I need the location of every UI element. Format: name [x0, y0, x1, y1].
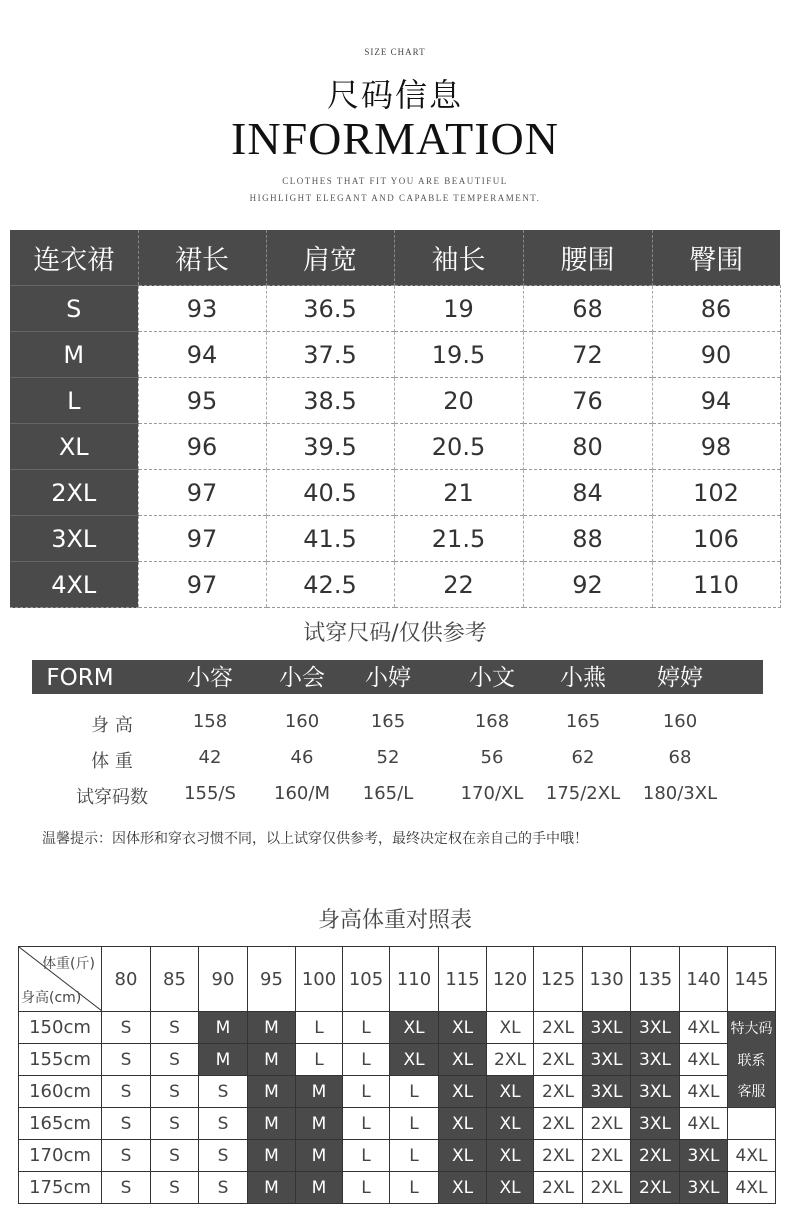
size-cell: S — [199, 1076, 248, 1108]
size-header-cell: 连衣裙 — [10, 230, 138, 286]
size-cell: L — [390, 1140, 439, 1172]
size-cell: S — [102, 1108, 151, 1140]
size-cell: L — [343, 1108, 390, 1140]
size-cell: M — [296, 1076, 343, 1108]
height-label: 175cm — [19, 1172, 102, 1204]
size-cell: XL — [439, 1108, 487, 1140]
size-value: 84 — [523, 470, 652, 516]
size-value: 90 — [652, 332, 780, 378]
size-value: 39.5 — [266, 424, 394, 470]
size-cell: S — [102, 1172, 151, 1204]
size-value: 97 — [138, 562, 266, 608]
special-size-note: 特大码 — [728, 1012, 776, 1044]
tryon-row-label: 体 重 — [91, 751, 133, 772]
size-value: 76 — [523, 378, 652, 424]
hw-row — [19, 1044, 776, 1076]
tagline-1: CLOTHES THAT FIT YOU ARE BEAUTIFUL — [282, 176, 508, 186]
size-value: 37.5 — [266, 332, 394, 378]
size-cell: 2XL — [534, 1076, 583, 1108]
tryon-value: 165 — [565, 711, 601, 732]
size-cell: M — [296, 1172, 343, 1204]
tryon-value: 168 — [474, 711, 510, 732]
size-value: 93 — [138, 286, 266, 332]
tryon-title: 试穿尺码/仅供参考 — [303, 621, 487, 646]
size-chart-label: SIZE CHART — [364, 47, 426, 57]
size-table-header — [10, 230, 780, 286]
size-value: 97 — [138, 516, 266, 562]
weight-header: 125 — [534, 947, 583, 1012]
size-cell: L — [390, 1076, 439, 1108]
size-cell: S — [102, 1044, 151, 1076]
size-value: 19 — [394, 286, 523, 332]
tryon-value: 46 — [290, 747, 314, 768]
tryon-value: 52 — [376, 747, 400, 768]
size-value: 86 — [652, 286, 780, 332]
height-label: 160cm — [19, 1076, 102, 1108]
size-cell: 2XL — [534, 1012, 583, 1044]
tryon-header-cell: 婷婷 — [657, 665, 703, 691]
tryon-header-bar — [32, 660, 763, 694]
size-value: 94 — [652, 378, 780, 424]
weight-header: 95 — [248, 947, 296, 1012]
corner-height-label: 身高(cm) — [21, 990, 82, 1006]
size-row — [10, 470, 780, 516]
tryon-header-cell: 小文 — [469, 665, 515, 691]
size-value: 98 — [652, 424, 780, 470]
tryon-value: 56 — [480, 747, 504, 768]
weight-header: 115 — [439, 947, 487, 1012]
size-cell: XL — [439, 1012, 487, 1044]
size-row — [10, 332, 780, 378]
hw-row — [19, 1012, 776, 1044]
page-title-en: INFORMATION — [231, 113, 559, 164]
size-value: 36.5 — [266, 286, 394, 332]
weight-header: 145 — [728, 947, 776, 1012]
size-value: 38.5 — [266, 378, 394, 424]
size-cell: S — [151, 1076, 199, 1108]
size-value: 102 — [652, 470, 780, 516]
size-cell: XL — [487, 1140, 534, 1172]
size-cell: 3XL — [583, 1044, 631, 1076]
size-value: 20.5 — [394, 424, 523, 470]
size-cell: S — [102, 1076, 151, 1108]
size-cell: M — [248, 1108, 296, 1140]
size-cell: S — [151, 1108, 199, 1140]
hw-row — [19, 1076, 776, 1108]
size-value: 80 — [523, 424, 652, 470]
size-cell: 2XL — [534, 1172, 583, 1204]
size-cell: 2XL — [534, 1140, 583, 1172]
height-label: 155cm — [19, 1044, 102, 1076]
height-label: 165cm — [19, 1108, 102, 1140]
page-title-cn: 尺码信息 — [326, 76, 463, 114]
size-header-cell: 裙长 — [138, 230, 266, 286]
corner-cell — [19, 947, 102, 1012]
size-cell: 2XL — [583, 1108, 631, 1140]
size-value: 72 — [523, 332, 652, 378]
size-cell: XL — [487, 1076, 534, 1108]
size-table — [10, 230, 781, 608]
size-value: 110 — [652, 562, 780, 608]
size-value: 20 — [394, 378, 523, 424]
size-cell: 2XL — [534, 1044, 583, 1076]
tryon-header-cell: 小燕 — [560, 665, 606, 691]
size-header-cell: 肩宽 — [266, 230, 394, 286]
size-cell: XL — [390, 1012, 439, 1044]
size-cell: 3XL — [631, 1012, 680, 1044]
size-cell: S — [102, 1012, 151, 1044]
size-cell: M — [199, 1012, 248, 1044]
size-cell: 2XL — [534, 1108, 583, 1140]
weight-header: 140 — [680, 947, 728, 1012]
size-cell: 4XL — [680, 1044, 728, 1076]
size-cell: 4XL — [680, 1012, 728, 1044]
size-header-cell: 袖长 — [394, 230, 523, 286]
size-cell: M — [248, 1076, 296, 1108]
weight-header: 120 — [487, 947, 534, 1012]
hw-row — [19, 1108, 776, 1140]
tryon-row-label: 身 高 — [91, 715, 133, 736]
size-cell: 3XL — [631, 1108, 680, 1140]
size-cell: M — [199, 1044, 248, 1076]
size-value: 94 — [138, 332, 266, 378]
size-cell: XL — [439, 1076, 487, 1108]
size-label: 4XL — [10, 562, 138, 608]
tryon-value: 160 — [284, 711, 320, 732]
size-cell: 3XL — [631, 1044, 680, 1076]
height-label: 170cm — [19, 1140, 102, 1172]
weight-header: 90 — [199, 947, 248, 1012]
size-cell: L — [343, 1172, 390, 1204]
weight-header: 85 — [151, 947, 199, 1012]
size-cell: L — [296, 1044, 343, 1076]
notice-text: 温馨提示：因体形和穿衣习惯不同，以上试穿仅供参考，最终决定权在亲自己的手中哦！ — [42, 831, 588, 847]
size-cell: XL — [487, 1172, 534, 1204]
tryon-value: 160/M — [274, 783, 330, 804]
size-cell: M — [296, 1108, 343, 1140]
size-cell: L — [390, 1108, 439, 1140]
size-row — [10, 516, 780, 562]
tagline-2: HIGHLIGHT ELEGANT AND CAPABLE TEMPERAMENT. — [249, 193, 541, 203]
height-label: 150cm — [19, 1012, 102, 1044]
size-cell: 3XL — [680, 1140, 728, 1172]
tryon-header-cell: 小婷 — [365, 665, 411, 691]
weight-header: 110 — [390, 947, 439, 1012]
tryon-value: 165 — [370, 711, 406, 732]
size-cell: XL — [439, 1140, 487, 1172]
size-header-cell: 腰围 — [523, 230, 652, 286]
tryon-value: 158 — [192, 711, 228, 732]
size-label: XL — [10, 424, 138, 470]
tryon-value: 155/S — [184, 783, 236, 804]
size-cell: S — [199, 1172, 248, 1204]
size-cell: 3XL — [583, 1076, 631, 1108]
size-cell: XL — [487, 1012, 534, 1044]
tryon-value: 42 — [198, 747, 222, 768]
size-value: 21.5 — [394, 516, 523, 562]
size-label: 3XL — [10, 516, 138, 562]
size-label: M — [10, 332, 138, 378]
size-cell: XL — [439, 1044, 487, 1076]
size-cell: L — [343, 1140, 390, 1172]
size-cell: 2XL — [583, 1172, 631, 1204]
size-cell: 3XL — [680, 1172, 728, 1204]
size-cell: 2XL — [583, 1140, 631, 1172]
size-cell: M — [248, 1012, 296, 1044]
size-value: 95 — [138, 378, 266, 424]
weight-header: 135 — [631, 947, 680, 1012]
size-cell: 2XL — [631, 1140, 680, 1172]
size-row — [10, 286, 780, 332]
tryon-header-cell: FORM — [46, 665, 114, 691]
size-cell: S — [151, 1044, 199, 1076]
size-label: L — [10, 378, 138, 424]
size-value: 41.5 — [266, 516, 394, 562]
size-cell: L — [343, 1076, 390, 1108]
size-label: 2XL — [10, 470, 138, 516]
tryon-value: 180/3XL — [642, 783, 718, 804]
tryon-value: 165/L — [362, 783, 414, 804]
hw-row — [19, 1140, 776, 1172]
special-size-note: 联系 — [728, 1044, 776, 1076]
size-value: 22 — [394, 562, 523, 608]
tryon-value: 170/XL — [460, 783, 524, 804]
size-cell: XL — [487, 1108, 534, 1140]
size-cell: 4XL — [728, 1172, 776, 1204]
size-value: 42.5 — [266, 562, 394, 608]
size-cell: XL — [439, 1172, 487, 1204]
size-cell: 3XL — [631, 1076, 680, 1108]
size-cell: S — [199, 1108, 248, 1140]
size-cell: L — [343, 1012, 390, 1044]
size-cell: S — [151, 1012, 199, 1044]
size-cell: 2XL — [487, 1044, 534, 1076]
corner-weight-label: 体重(斤) — [42, 956, 95, 972]
empty-cell — [728, 1108, 776, 1140]
size-cell: L — [296, 1012, 343, 1044]
size-cell: M — [248, 1044, 296, 1076]
size-cell: 4XL — [728, 1140, 776, 1172]
weight-header: 105 — [343, 947, 390, 1012]
tryon-value: 175/2XL — [545, 783, 621, 804]
size-value: 68 — [523, 286, 652, 332]
size-cell: S — [151, 1172, 199, 1204]
tryon-value: 68 — [668, 747, 692, 768]
size-cell: S — [102, 1140, 151, 1172]
size-row — [10, 424, 780, 470]
size-label: S — [10, 286, 138, 332]
tryon-header-cell: 小会 — [279, 665, 325, 691]
size-cell: S — [199, 1140, 248, 1172]
size-cell: XL — [390, 1044, 439, 1076]
size-cell: L — [343, 1044, 390, 1076]
weight-header: 80 — [102, 947, 151, 1012]
tryon-value: 62 — [571, 747, 595, 768]
size-cell: M — [296, 1140, 343, 1172]
tryon-header-cell: 小容 — [187, 665, 233, 691]
size-cell: 4XL — [680, 1076, 728, 1108]
size-value: 21 — [394, 470, 523, 516]
size-cell: 2XL — [631, 1172, 680, 1204]
size-cell: L — [390, 1172, 439, 1204]
size-cell: 4XL — [680, 1108, 728, 1140]
size-cell: M — [248, 1172, 296, 1204]
size-cell: 3XL — [583, 1012, 631, 1044]
height-weight-title: 身高体重对照表 — [317, 908, 472, 933]
special-size-note: 客服 — [728, 1076, 776, 1108]
size-value: 40.5 — [266, 470, 394, 516]
weight-header: 100 — [296, 947, 343, 1012]
size-value: 96 — [138, 424, 266, 470]
size-header-cell: 臀围 — [652, 230, 780, 286]
size-value: 106 — [652, 516, 780, 562]
size-cell: S — [151, 1140, 199, 1172]
size-value: 88 — [523, 516, 652, 562]
weight-header: 130 — [583, 947, 631, 1012]
size-row — [10, 378, 780, 424]
height-weight-table — [18, 946, 776, 1204]
hw-row — [19, 1172, 776, 1204]
size-value: 19.5 — [394, 332, 523, 378]
hw-header-row — [19, 947, 776, 1012]
size-value: 97 — [138, 470, 266, 516]
size-row — [10, 562, 780, 608]
tryon-row-label: 试穿码数 — [76, 787, 148, 808]
size-cell: M — [248, 1140, 296, 1172]
size-value: 92 — [523, 562, 652, 608]
tryon-value: 160 — [662, 711, 698, 732]
